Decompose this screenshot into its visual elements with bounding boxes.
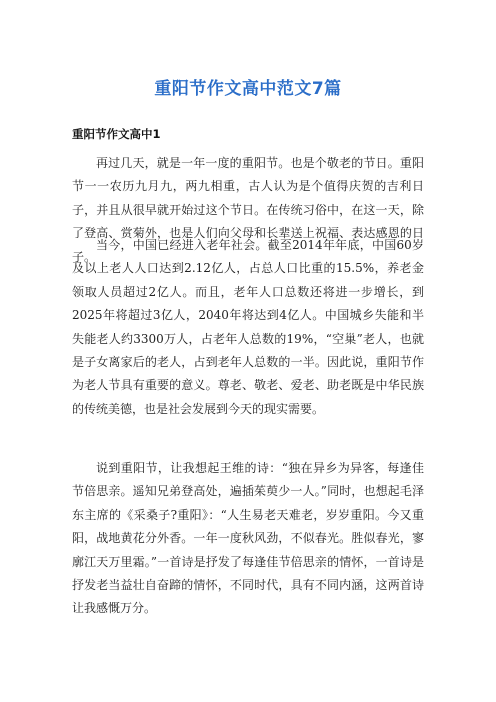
paragraph-3: 说到重阳节，让我想起王维的诗：“独在异乡为异客，每逢佳节倍思亲。遥知兄弟登高处，遍插茱萸少一人。”同时，也想起毛泽东主席的《采桑子?重阳》：“人生易老天难老，岁岁重阳。今又重阳，战地黄花分外香。一年一度秋风劲，不似春光。胜似春光，寥廓江天万里霜。”一首诗是抒发了每逢佳节倍思亲的情怀，一首诗是抒发老当益壮自奋蹄的情怀，不同时代，具有不同内涵，这两首诗让我感慨万分。 [72, 461, 424, 616]
section-heading: 重阳节作文高中1 [72, 127, 161, 141]
document-title: 重阳节作文高中范文7篇 [154, 79, 342, 99]
paragraph-1: 再过几天，就是一年一度的重阳节。也是个敬老的节日。重阳节一一农历九月九，两九相重，古人认为是个值得庆贺的吉利日子，并且从很早就开始过这个节日。在传统习俗中，在这一天，除了登高、赏菊外，也是人们向父母和长辈送上祝福、表达感恩的日子。 [72, 156, 424, 264]
paragraph-2: 当今，中国已经进入老年社会。截至2014年年底，中国60岁及以上老人人口达到2.12亿人，占总人口比重的15.5%，养老金领取人员超过2亿人。而且，老年人口总数还将进一步增长，到2025年将超过3亿人，2040年将达到4亿人。中国城乡失能和半失能老人约3300万人，占老年人总数的19%，“空巢”老人，也就是子女离家后的老人，占到老年人总数的一半。因此说，重阳节作为老人节具有重要的意义。尊老、敬老、爱老、助老既是中华民族的传统美德，也是社会发展到今天的现实需要。 [72, 238, 424, 416]
